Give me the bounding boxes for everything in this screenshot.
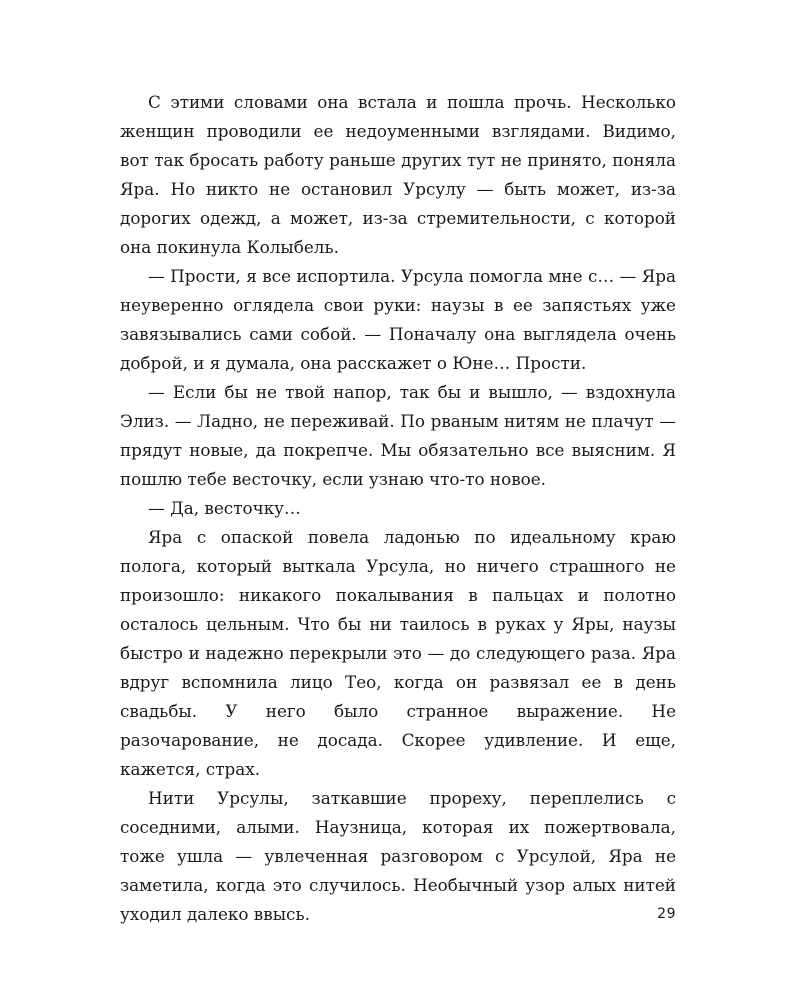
paragraph-3: — Если бы не твой напор, так бы и вышло, — вздохнула Элиз. — Ладно, не переживай. По рваным нитям не плачут — прядут новые, да покрепче. Мы обязательно все выясним. Я пошлю тебе весточку, если узнаю что-то новое. (120, 382, 676, 489)
paragraph-5: Яра с опаской повела ладонью по идеальному краю полога, который выткала Урсула, но ничего страшного не произошло: никакого покалывания в пальцах и полотно осталось цельным. Что бы ни таилось в руках у Яры, наузы быстро и надежно перекрыли это — до следующего раза. Яра вдруг вспомнила лицо Тео, когда он развязал ее в день свадьбы. У него было странное выражение. Не разочарование, не досада. Скорее удивление. И еще, кажется, страх. (120, 527, 676, 779)
paragraph-6: Нити Урсулы, заткавшие прореху, переплелись с соседними, алыми. Наузница, которая их пожертвовала, тоже ушла — увлеченная разговором с Урсулой, Яра не заметила, когда это случилось. Необычный узор алых нитей уходил далеко ввысь. (120, 788, 676, 924)
paragraph-4: — Да, весточку… (148, 498, 301, 518)
body-text (120, 88, 676, 929)
paragraph-2: — Прости, я все испортила. Урсула помогла мне с… — Яра неуверенно оглядела свои руки: наузы в ее запястьях уже завязывались сами собой. — Поначалу она выглядела очень доброй, и я думала, она расскажет о Юне… Прости. (120, 266, 676, 373)
page-number: 29 (657, 906, 676, 922)
paragraph-1: С этими словами она встала и пошла прочь. Несколько женщин проводили ее недоуменными взглядами. Видимо, вот так бросать работу раньше других тут не принято, поняла Яра. Но никто не остановил Урсулу — быть может, из-за дорогих одежд, а может, из-за стремительности, с которой она покинула Колыбель. (120, 92, 676, 257)
